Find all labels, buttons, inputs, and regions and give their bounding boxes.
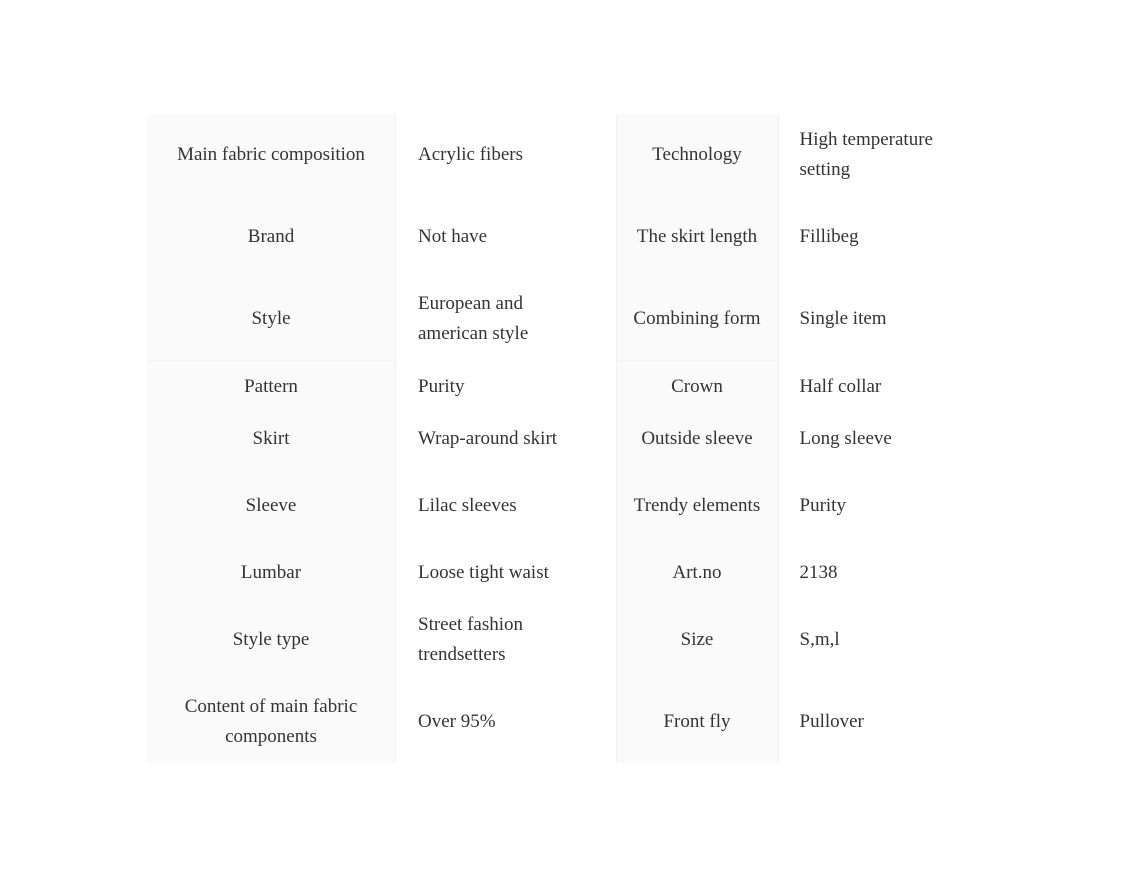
- attribute-label: Outside sleeve: [616, 413, 778, 465]
- table-row: [147, 361, 963, 414]
- attribute-label: Pattern: [147, 361, 396, 414]
- attribute-value: Street fashion trendsetters: [418, 614, 524, 665]
- attribute-value: S,m,l: [799, 629, 840, 650]
- attribute-label: Crown: [616, 361, 778, 414]
- attribute-label: Lumbar: [147, 547, 396, 599]
- attribute-value: Half collar: [799, 375, 882, 397]
- table-row: [147, 465, 963, 547]
- attribute-label: Main fabric composition: [147, 114, 396, 196]
- attribute-label: Front fly: [616, 681, 778, 763]
- attribute-value: Fillibeg: [799, 226, 859, 247]
- attribute-label: Technology: [616, 114, 778, 196]
- attribute-label: Content of main fabric components: [147, 681, 396, 763]
- attribute-value: Acrylic fibers: [418, 144, 523, 165]
- attribute-value: Wrap-around skirt: [418, 428, 558, 449]
- attribute-label: Skirt: [147, 413, 396, 465]
- table-row: [147, 681, 963, 763]
- attribute-value: High temperature setting: [799, 129, 933, 180]
- attribute-value: 2138: [799, 562, 838, 583]
- table-row: [147, 599, 963, 681]
- attribute-value: Purity: [799, 495, 846, 516]
- attribute-value: Long sleeve: [799, 428, 892, 449]
- attribute-label: The skirt length: [616, 196, 778, 278]
- attribute-label: Sleeve: [147, 465, 396, 547]
- attribute-value: Purity: [418, 375, 465, 397]
- attribute-value: Pullover: [799, 711, 864, 732]
- attribute-value: Over 95%: [418, 711, 496, 732]
- attribute-value: Not have: [418, 226, 488, 247]
- attribute-value: Single item: [799, 308, 887, 330]
- attribute-label: Style type: [147, 599, 396, 681]
- attribute-label: Art.no: [616, 547, 778, 599]
- attribute-value: Loose tight waist: [418, 562, 549, 583]
- attribute-value: European and american style: [418, 293, 529, 345]
- table-row: [147, 114, 963, 196]
- attribute-label: Style: [147, 278, 396, 361]
- table-row: [147, 413, 963, 465]
- attribute-label: Trendy elements: [616, 465, 778, 547]
- table-row: [147, 196, 963, 278]
- product-spec-table: [147, 114, 963, 763]
- attribute-label: Brand: [147, 196, 396, 278]
- table-row: [147, 278, 963, 361]
- attribute-label: Size: [616, 599, 778, 681]
- attribute-value: Lilac sleeves: [418, 495, 517, 516]
- table-row: [147, 547, 963, 599]
- attribute-label: Combining form: [616, 278, 778, 361]
